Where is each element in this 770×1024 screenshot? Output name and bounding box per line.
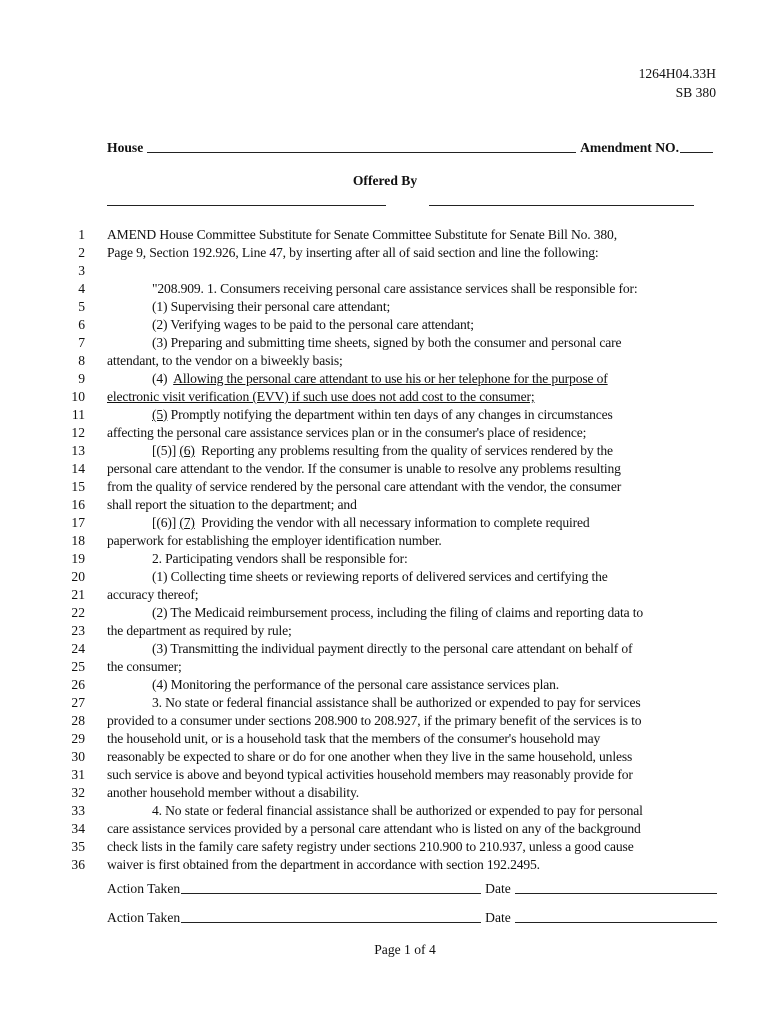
line-text [152,694,641,712]
line-text-content: (3) Preparing and submitting time sheets, signed by both the consumer and personal care [152,335,622,350]
line-number: 28 [71,713,85,728]
action-taken-row [107,906,717,926]
line-text [107,622,292,640]
numbered-line [0,604,770,622]
numbered-line [0,460,770,478]
line-number: 29 [71,731,85,746]
amendment-number-blank-line [680,151,713,153]
inserted-text: Allowing the personal care attendant to use his or her telephone for the purpose of [173,371,608,386]
line-number: 3 [78,263,85,278]
numbered-line [0,334,770,352]
line-number: 25 [71,659,85,674]
line-text [107,856,540,874]
line-text-content: Page 9, Section 192.926, Line 47, by inserting after all of said section and line the following: [107,245,599,260]
line-text-content: (3) Transmitting the individual payment directly to the personal care attendant on behalf of [152,641,633,656]
line-text-content: another household member without a disability. [107,785,359,800]
date-label: Date [485,881,511,896]
numbered-line [0,370,770,388]
line-number: 31 [71,767,85,782]
line-number: 15 [71,479,85,494]
document-identifier [639,64,716,102]
numbered-line [0,748,770,766]
line-text [152,298,390,316]
action-taken-blank-line [181,921,481,923]
date-blank-line [515,892,717,894]
line-text-content: (2) The Medicaid reimbursement process, including the filing of claims and reporting data to [152,605,644,620]
line-text-content: shall report the situation to the department; and [107,497,357,512]
line-number: 27 [71,695,85,710]
line-number: 13 [71,443,85,458]
line-text-content: such service is above and beyond typical activities household members may reasonably provide for [107,767,633,782]
numbered-line [0,316,770,334]
line-text-content: the household unit, or is a household task that the members of the consumer's household may [107,731,601,746]
line-text [152,334,621,352]
line-number: 23 [71,623,85,638]
line-number: 9 [78,371,85,386]
date-label: Date [485,910,511,925]
line-text [152,568,608,586]
line-text-content: (1) Supervising their personal care attendant; [152,299,391,314]
line-text [107,244,598,262]
numbered-line [0,532,770,550]
line-text-content: the consumer; [107,659,182,674]
numbered-line [0,784,770,802]
line-text [107,730,600,748]
line-text-suffix: Promptly notifying the department within ten days of any changes in circumstances [167,407,613,422]
line-number: 10 [71,389,85,404]
line-text-content: (4) Monitoring the performance of the personal care assistance services plan. [152,677,560,692]
line-text-content: care assistance services provided by a personal care attendant who is listed on any of the background [107,821,641,836]
line-text-prefix: (4) [152,371,174,386]
line-text [107,424,586,442]
page-number: Page 1 of 4 [374,942,436,957]
numbered-line [0,802,770,820]
line-text [152,442,613,460]
numbered-line [0,694,770,712]
line-text [107,388,535,406]
line-text-content: from the quality of service rendered by the personal care attendant with the vendor, the consumer [107,479,622,494]
line-text [152,550,408,568]
line-text [107,712,641,730]
line-number: 33 [71,803,85,818]
action-taken-row [107,877,717,897]
line-text-content: "208.909. 1. Consumers receiving personal care assistance services shall be responsible for: [152,281,638,296]
line-number: 20 [71,569,85,584]
line-text-content: reasonably be expected to share or do for one another when they live in the same household, unless [107,749,633,764]
line-number: 35 [71,839,85,854]
line-number: 8 [78,353,85,368]
numbered-line [0,514,770,532]
line-text [152,802,643,820]
numbered-text-block [0,226,770,874]
numbered-line [0,298,770,316]
line-number: 2 [78,245,85,260]
doc-code: 1264H04.33H [638,66,716,81]
line-text [152,370,608,388]
numbered-line [0,406,770,424]
numbered-line [0,586,770,604]
line-text-prefix: [(6)] [152,515,180,530]
line-number: 32 [71,785,85,800]
line-text [107,784,359,802]
date-blank-line [515,921,717,923]
line-text-content: affecting the personal care assistance services plan or in the consumer's place of residence; [107,425,587,440]
line-text [107,586,198,604]
house-blank-line [147,151,576,153]
line-text-prefix: [(5)] [152,443,180,458]
action-taken-label: Action Taken [107,910,181,925]
line-text [152,676,559,694]
inserted-text: (6) [179,443,195,458]
sponsor-signature-line-left [107,205,386,206]
line-text [107,496,357,514]
line-number: 14 [71,461,85,476]
line-number: 17 [71,515,85,530]
line-text-content: provided to a consumer under sections 208.900 to 208.927, if the primary benefit of the services is to [107,713,642,728]
line-text-suffix: Providing the vendor with all necessary information to complete required [194,515,590,530]
line-number: 1 [78,227,85,242]
line-text-content: paperwork for establishing the employer identification number. [107,533,442,548]
numbered-line [0,496,770,514]
offered-by-label: Offered By [352,173,418,188]
line-number: 19 [71,551,85,566]
numbered-line [0,856,770,874]
line-text [107,766,633,784]
line-number: 16 [71,497,85,512]
line-text [107,226,617,244]
line-number: 26 [71,677,85,692]
line-number: 22 [71,605,85,620]
numbered-line [0,838,770,856]
numbered-line [0,550,770,568]
line-text-content: 4. No state or federal financial assistance shall be authorized or expended to pay for personal [152,803,643,818]
numbered-line [0,820,770,838]
numbered-line [0,730,770,748]
numbered-line [0,424,770,442]
numbered-line [0,622,770,640]
line-text [107,748,632,766]
line-text [152,640,632,658]
line-text-content: the department as required by rule; [107,623,292,638]
numbered-line [0,262,770,280]
action-taken-blank-line [181,892,481,894]
sponsor-signature-line-right [429,205,694,206]
numbered-line [0,568,770,586]
line-text-suffix: Reporting any problems resulting from the quality of services rendered by the [194,443,613,458]
numbered-line [0,478,770,496]
line-text-content: AMEND House Committee Substitute for Senate Committee Substitute for Senate Bill No. 380, [107,227,617,242]
numbered-line [0,352,770,370]
line-number: 6 [78,317,85,332]
line-text-content: personal care attendant to the vendor. If the consumer is unable to resolve any problems resulting [107,461,621,476]
line-text [107,838,634,856]
line-number: 21 [71,587,85,602]
line-text-content: waiver is first obtained from the department in accordance with section 192.2495. [107,857,540,872]
line-number: 34 [71,821,85,836]
line-text-content: attendant, to the vendor on a biweekly basis; [107,353,343,368]
amendment-label: Amendment NO. [580,140,679,155]
action-taken-label: Action Taken [107,881,181,896]
line-text [107,532,442,550]
line-text [107,658,182,676]
line-text-content: (2) Verifying wages to be paid to the personal care attendant; [152,317,474,332]
line-text [152,280,638,298]
numbered-line [0,640,770,658]
bill-number: SB 380 [675,85,716,100]
inserted-text: electronic visit verification (EVV) if such use does not add cost to the consumer; [107,389,535,404]
numbered-line [0,244,770,262]
line-number: 11 [71,407,85,422]
numbered-line [0,442,770,460]
line-number: 7 [78,335,85,350]
line-number: 30 [71,749,85,764]
house-amendment-row [107,136,713,156]
numbered-line [0,658,770,676]
line-text-content: check lists in the family care safety registry under sections 210.900 to 210.937, unless a good cause [107,839,634,854]
line-text-content: 2. Participating vendors shall be responsible for: [152,551,408,566]
inserted-text: (5) [152,407,168,422]
line-number: 12 [71,425,85,440]
line-text [107,352,343,370]
line-number: 5 [78,299,85,314]
numbered-line [0,676,770,694]
line-text [152,604,643,622]
numbered-line [0,388,770,406]
numbered-line [0,280,770,298]
house-label: House [107,140,144,155]
inserted-text: (7) [179,515,195,530]
line-number: 24 [71,641,85,656]
numbered-line [0,766,770,784]
line-text [107,478,621,496]
line-text-content: (1) Collecting time sheets or reviewing reports of delivered services and certifying the [152,569,608,584]
numbered-line [0,712,770,730]
line-text-content: accuracy thereof; [107,587,199,602]
line-text [107,460,621,478]
line-number: 18 [71,533,85,548]
numbered-line [0,226,770,244]
line-text [107,820,641,838]
line-text [152,406,613,424]
line-number: 4 [78,281,85,296]
line-text [152,514,590,532]
line-text [152,316,474,334]
line-number: 36 [71,857,85,872]
line-text-content: 3. No state or federal financial assistance shall be authorized or expended to pay for services [152,695,641,710]
